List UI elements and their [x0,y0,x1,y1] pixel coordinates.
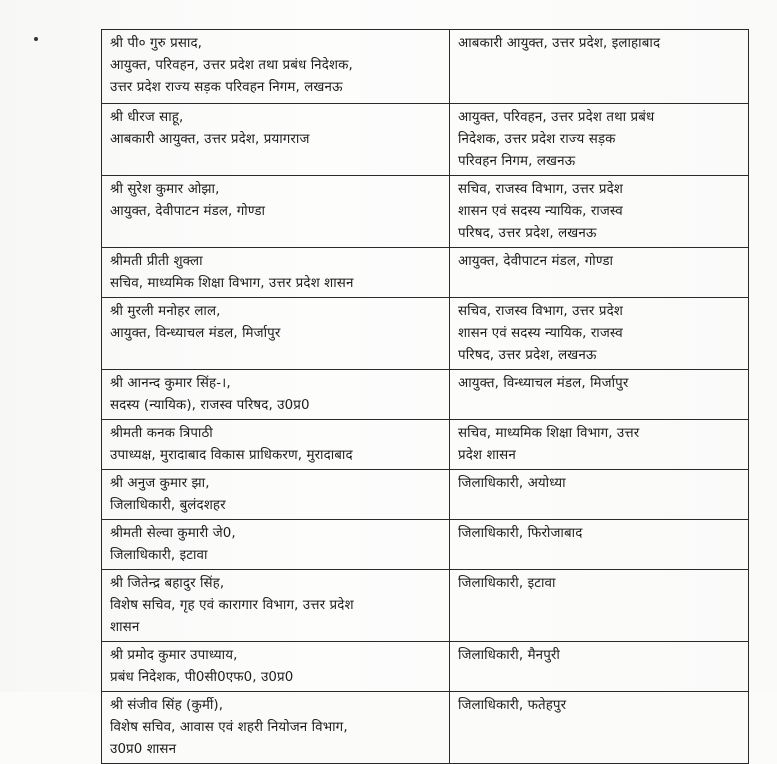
table-row [102,692,749,764]
cell-text-line: सचिव, राजस्व विभाग, उत्तर प्रदेश [458,304,623,319]
cell-text-line: शासन एवं सदस्य न्यायिक, राजस्व [458,326,623,341]
cell-text-line: श्रीमती कनक त्रिपाठी [110,426,213,441]
new-post-cell [450,104,749,176]
cell-text-line: शासन एवं सदस्य न्यायिक, राजस्व [458,204,623,219]
cell-text-line: निदेशक, उत्तर प्रदेश राज्य सड़क [458,132,616,147]
cell-text-line: आयुक्त, परिवहन, उत्तर प्रदेश तथा प्रबंध [458,110,655,125]
cell-text-line: आयुक्त, विन्ध्याचल मंडल, मिर्जापुर [110,326,281,341]
cell-text-line: उत्तर प्रदेश राज्य सड़क परिवहन निगम, लखनऊ [110,80,343,95]
cell-text-line: आबकारी आयुक्त, उत्तर प्रदेश, इलाहाबाद [458,36,661,51]
cell-text-line: सदस्य (न्यायिक), राजस्व परिषद, उ0प्र0 [110,398,310,413]
cell-text-line: आयुक्त, देवीपाटन मंडल, गोण्डा [458,254,614,269]
transfer-table [101,29,749,764]
table-row [102,104,749,176]
cell-text-line: जिलाधिकारी, मैनपुरी [458,648,560,663]
cell-text-line: आयुक्त, परिवहन, उत्तर प्रदेश तथा प्रबंध निदेशक, [110,58,353,73]
cell-text-line: श्रीमती सेल्वा कुमारी जे0, [110,526,236,541]
new-post-cell [450,642,749,692]
new-post-cell [450,470,749,520]
officer-current-post-cell [102,298,450,370]
cell-text-line: उ0प्र0 शासन [110,742,177,757]
officer-current-post-cell [102,104,450,176]
cell-text-line: श्री सुरेश कुमार ओझा, [110,182,220,197]
cell-text-line: सचिव, माध्यमिक शिक्षा विभाग, उत्तर [458,426,640,441]
cell-text-line: श्री जितेन्द्र बहादुर सिंह, [110,576,225,591]
cell-text-line: आयुक्त, देवीपाटन मंडल, गोण्डा [110,204,266,219]
officer-current-post-cell [102,570,450,642]
cell-text-line: उपाध्यक्ष, मुरादाबाद विकास प्राधिकरण, मुरादाबाद [110,448,353,463]
table-row [102,30,749,104]
cell-text-line: प्रदेश शासन [458,448,516,463]
cell-text-line: श्री अनुज कुमार झा, [110,476,210,491]
transfer-table-body [102,30,749,764]
new-post-cell [450,298,749,370]
cell-text-line: परिषद, उत्तर प्रदेश, लखनऊ [458,348,597,363]
officer-current-post-cell [102,520,450,570]
cell-text-line: जिलाधिकारी, अयोध्या [458,476,566,491]
new-post-cell [450,520,749,570]
new-post-cell [450,570,749,642]
cell-text-line: श्री धीरज साहू, [110,110,184,125]
officer-current-post-cell [102,642,450,692]
cell-text-line: जिलाधिकारी, इटावा [110,548,208,563]
cell-text-line: आबकारी आयुक्त, उत्तर प्रदेश, प्रयागराज [110,132,310,147]
cell-text-line: श्री पी० गुरु प्रसाद, [110,36,203,51]
cell-text-line: विशेष सचिव, गृह एवं कारागार विभाग, उत्तर प्रदेश [110,598,354,613]
table-row [102,642,749,692]
cell-text-line: आयुक्त, विन्ध्याचल मंडल, मिर्जापुर [458,376,629,391]
table-row [102,176,749,248]
cell-text-line: श्री संजीव सिंह (कुर्मी), [110,698,224,713]
table-row [102,570,749,642]
new-post-cell [450,30,749,104]
officer-current-post-cell [102,248,450,298]
new-post-cell [450,370,749,420]
new-post-cell [450,248,749,298]
table-row [102,520,749,570]
cell-text-line: प्रबंध निदेशक, पी0सी0एफ0, उ0प्र0 [110,670,294,685]
cell-text-line: श्री मुरली मनोहर लाल, [110,304,221,319]
table-row [102,370,749,420]
table-row [102,248,749,298]
officer-current-post-cell [102,370,450,420]
officer-current-post-cell [102,470,450,520]
cell-text-line: परिवहन निगम, लखनऊ [458,154,576,169]
cell-text-line: सचिव, माध्यमिक शिक्षा विभाग, उत्तर प्रदेश शासन [110,276,354,291]
officer-current-post-cell [102,692,450,764]
cell-text-line: श्री प्रमोद कुमार उपाध्याय, [110,648,238,663]
cell-text-line: जिलाधिकारी, बुलंदशहर [110,498,226,513]
new-post-cell [450,692,749,764]
cell-text-line: परिषद, उत्तर प्रदेश, लखनऊ [458,226,597,241]
cell-text-line: शासन [110,620,140,635]
table-row [102,470,749,520]
officer-current-post-cell [102,30,450,104]
cell-text-line: सचिव, राजस्व विभाग, उत्तर प्रदेश [458,182,623,197]
cell-text-line: विशेष सचिव, आवास एवं शहरी नियोजन विभाग, [110,720,348,735]
cell-text-line: श्रीमती प्रीती शुक्ला [110,254,203,269]
table-row [102,298,749,370]
new-post-cell [450,420,749,470]
officer-current-post-cell [102,176,450,248]
cell-text-line: जिलाधिकारी, फतेहपुर [458,698,567,713]
cell-text-line: जिलाधिकारी, इटावा [458,576,556,591]
officer-current-post-cell [102,420,450,470]
new-post-cell [450,176,749,248]
cell-text-line: जिलाधिकारी, फिरोजाबाद [458,526,583,541]
margin-dot [34,37,38,41]
cell-text-line: श्री आनन्द कुमार सिंह-।, [110,376,231,391]
table-row [102,420,749,470]
